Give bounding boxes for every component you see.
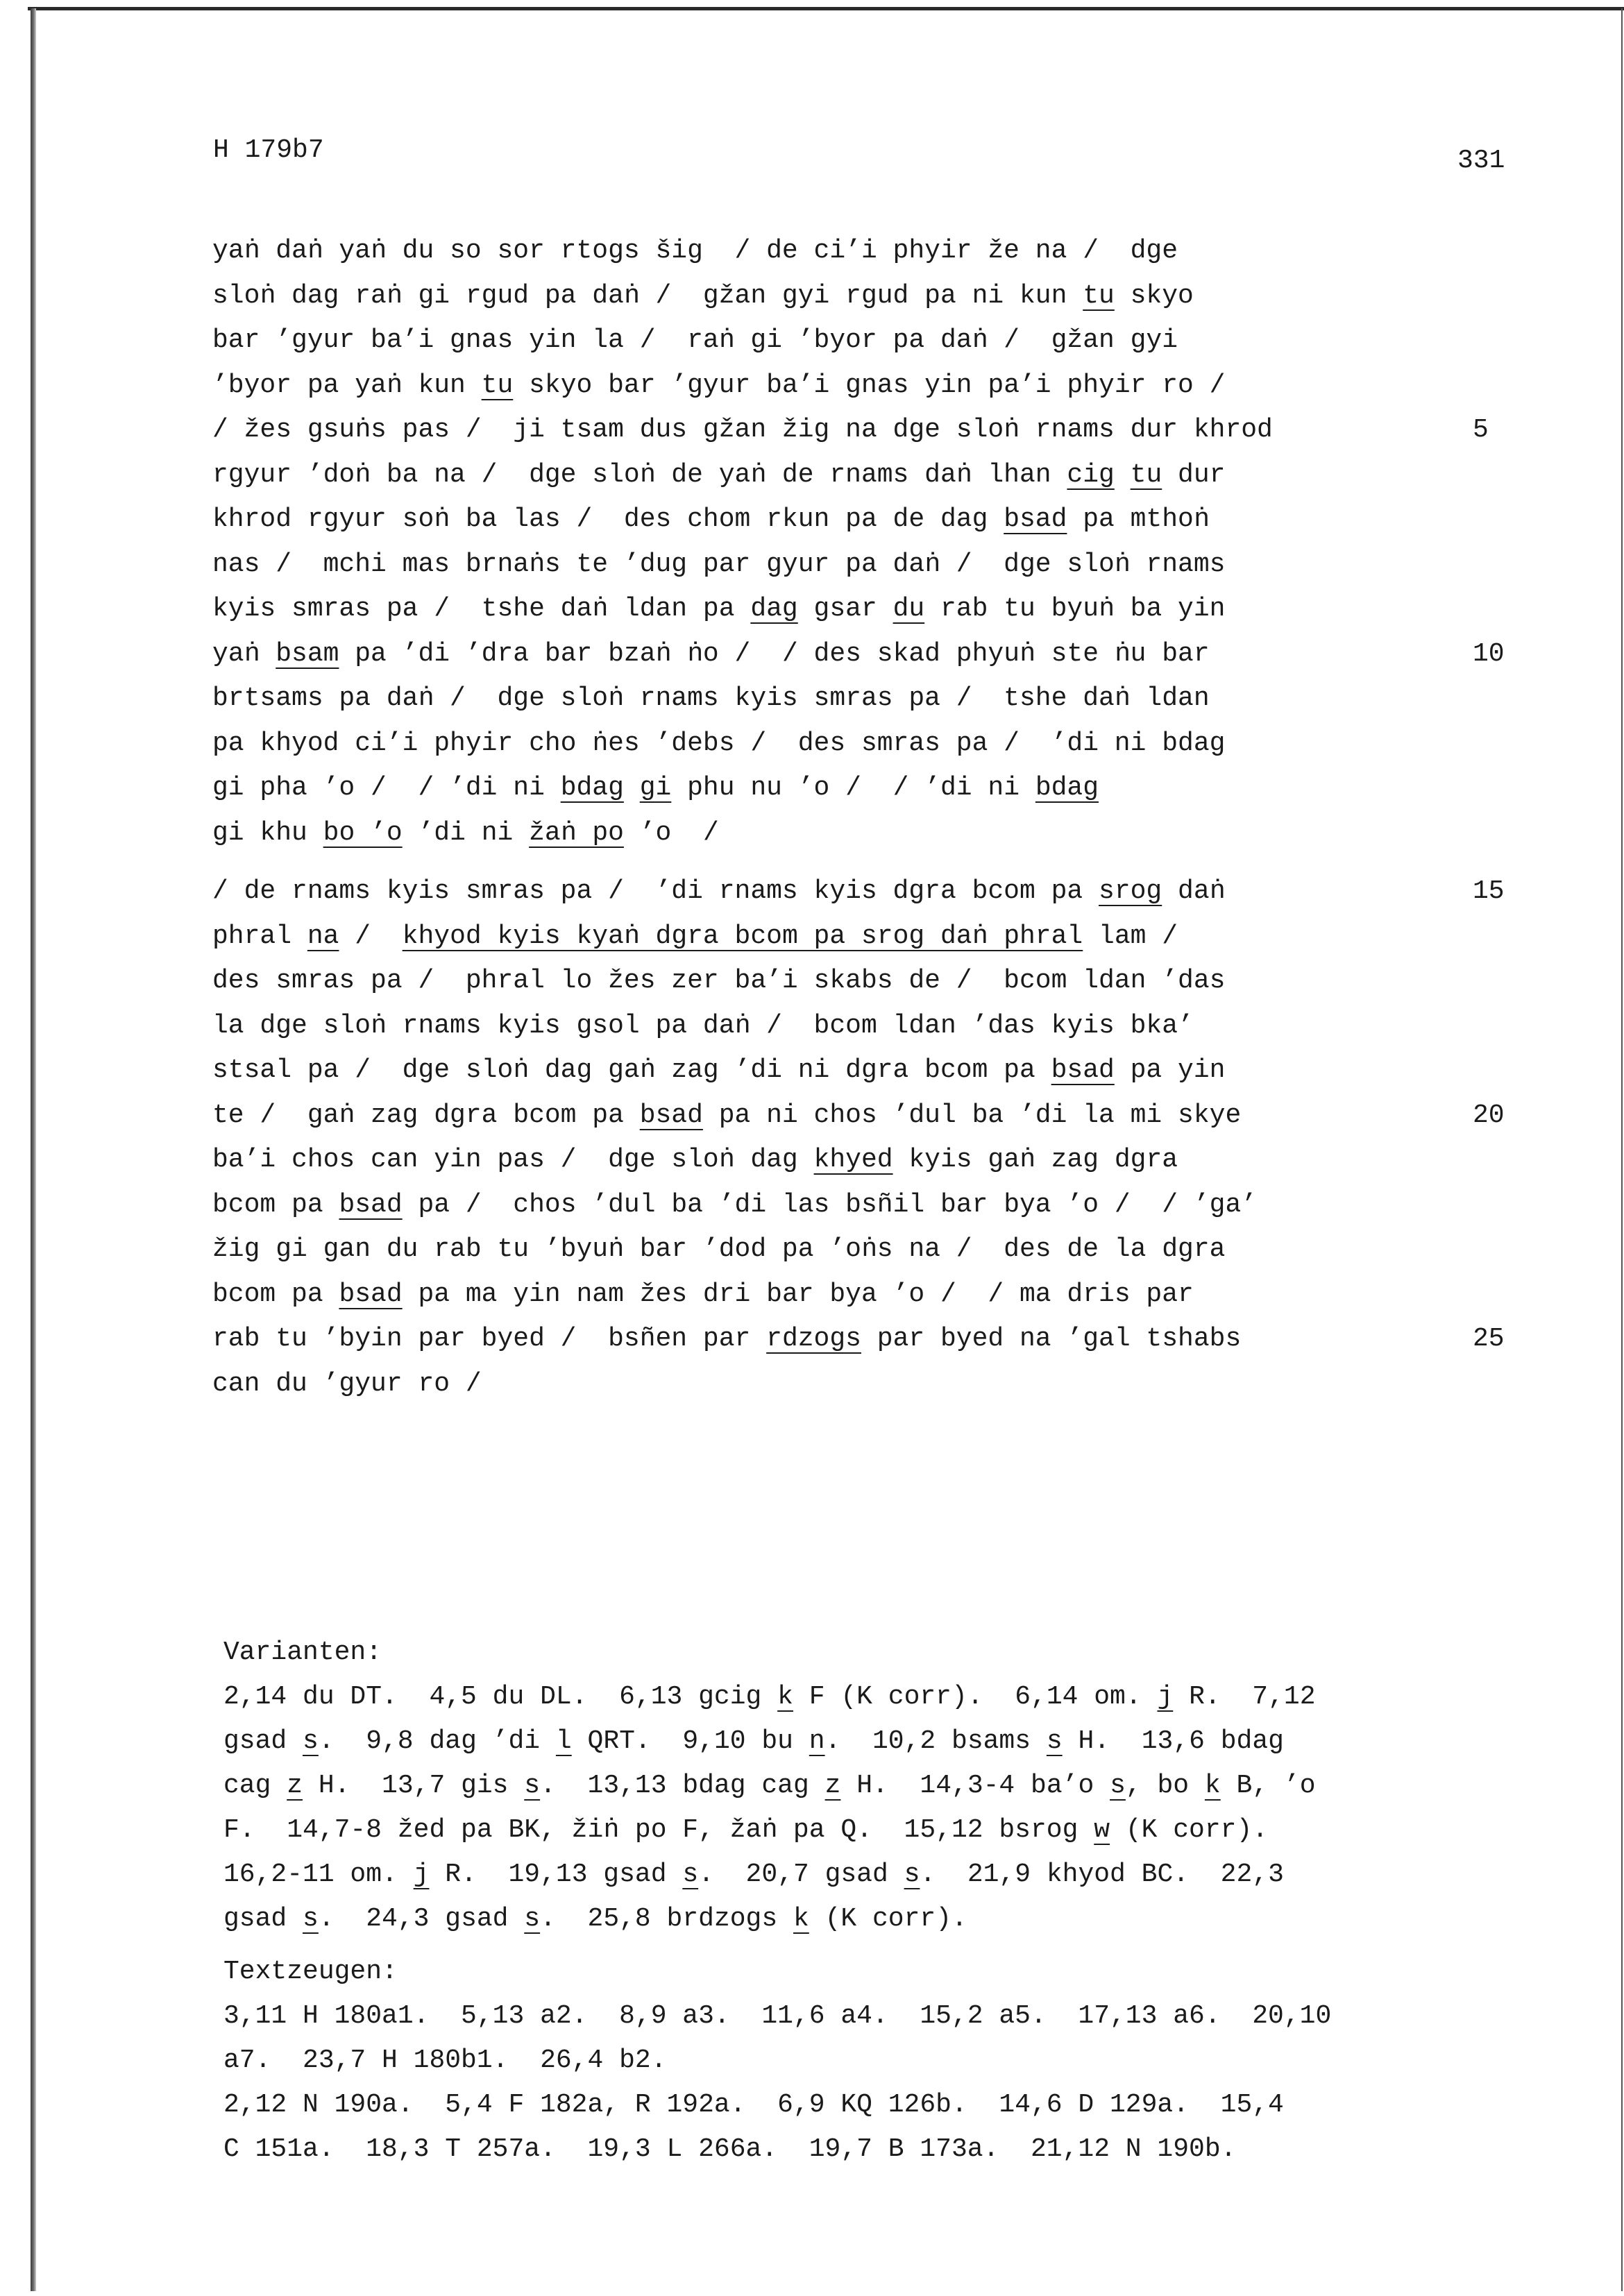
text-segment: stsal pa / dge sloṅ dag gaṅ zag ’di ni dgra bcom pa (212, 1055, 1051, 1085)
underlined-word: j (1157, 1682, 1174, 1712)
underlined-word: j (413, 1860, 430, 1889)
underlined-word: s (904, 1860, 920, 1889)
underlined-word: bsad (1004, 504, 1067, 534)
text-segment: kyis gaṅ zag dgra (893, 1145, 1178, 1175)
underlined-word: na (307, 921, 339, 951)
text-segment: phral (212, 921, 307, 951)
underlined-word: k (777, 1682, 793, 1712)
text-segment: dur (1162, 459, 1226, 490)
text-segment: pa khyod ci’i phyir cho ṅes ’debs / des smras pa / ’di ni bdag (212, 728, 1226, 758)
text-segment: can du ’gyur ro / (212, 1368, 482, 1399)
text-segment: ’di ni (402, 817, 530, 848)
text-segment: 2,12 N 190a. 5,4 F 182a, R 192a. 6,9 KQ 126b. 14,6 D 129a. 15,4 (223, 2090, 1284, 2120)
text-segment: . 10,2 bsams (824, 1726, 1047, 1756)
text-segment (1115, 460, 1131, 490)
text-segment: des smras pa / phral lo žes zer ba’i skabs de / bcom ldan ’das (212, 966, 1226, 996)
text-segment: skyo (1114, 280, 1194, 311)
text-segment: phu nu ’o / / ’di ni (671, 773, 1035, 803)
text-segment: te / gaṅ zag dgra bcom pa (212, 1100, 640, 1130)
text-segment: R. 7,12 (1173, 1682, 1316, 1712)
line-number: 5 (1473, 415, 1489, 445)
text-segment: pa ma yin nam žes dri bar bya ’o / / ma dris par (402, 1279, 1194, 1309)
text-segment: QRT. 9,10 bu (571, 1726, 809, 1756)
line-number: 10 (1473, 638, 1505, 669)
text-line (212, 543, 1531, 588)
text-segment: F (K corr). 6,14 om. (793, 1682, 1158, 1712)
running-header: H 179b7 (213, 135, 324, 165)
underlined-word: n (809, 1726, 825, 1756)
main-text-block (212, 229, 1531, 1406)
underlined-word: bsad (639, 1100, 703, 1130)
underlined-word: bsad (339, 1279, 403, 1309)
line-number: 20 (1473, 1100, 1505, 1130)
underlined-word: s (524, 1904, 541, 1934)
text-segment: žig gi gan du rab tu ’byuṅ bar ’dod pa ’oṅs na / des de la dgra (212, 1234, 1226, 1264)
text-segment: (K corr). (809, 1904, 967, 1934)
text-segment: H. 14,3-4 ba’o (840, 1771, 1110, 1801)
text-segment: pa yin (1114, 1055, 1226, 1085)
underlined-word: bsad (339, 1189, 403, 1220)
text-line (212, 1138, 1531, 1183)
text-line (212, 1273, 1531, 1318)
underlined-word: z (824, 1771, 841, 1801)
text-line (212, 498, 1531, 543)
text-segment: rgyur ’doṅ ba na / dge sloṅ de yaṅ de rnams daṅ lhan (212, 459, 1067, 490)
underlined-word: du (893, 594, 925, 624)
text-segment: (K corr). (1110, 1815, 1269, 1845)
text-segment: / de rnams kyis smras pa / ’di rnams kyis dgra bcom pa (212, 876, 1099, 906)
underlined-word: bsad (1051, 1055, 1115, 1085)
apparatus-line (223, 1764, 1331, 1808)
text-segment: ’byor pa yaṅ kun (212, 370, 482, 400)
text-segment: par byed na ’gal tshabs (861, 1324, 1242, 1354)
text-segment: H. 13,6 bdag (1062, 1726, 1284, 1756)
text-line (212, 1094, 1531, 1139)
text-segment: daṅ (1162, 876, 1226, 906)
text-segment: sloṅ dag raṅ gi rgud pa daṅ / gžan gyi rgud pa ni kun (212, 280, 1083, 311)
text-segment: bar ’gyur ba’i gnas yin la / raṅ gi ’byor pa daṅ / gžan gyi (212, 325, 1178, 355)
text-line (212, 766, 1531, 811)
apparatus-line (223, 1808, 1331, 1853)
text-segment: / žes gsuṅs pas / ji tsam dus gžan žig na dge sloṅ rnams dur khrod (212, 415, 1273, 445)
textzeugen-heading: Textzeugen: (223, 1957, 398, 1987)
text-segment: rab tu ’byin par byed / bsñen par (212, 1324, 767, 1354)
text-segment: bcom pa (212, 1189, 339, 1220)
text-segment: 2,14 du DT. 4,5 du DL. 6,13 gcig (223, 1682, 778, 1712)
text-segment: . 9,8 dag ’di (318, 1726, 556, 1756)
text-line (212, 722, 1531, 767)
text-segment: 16,2-11 om. (223, 1860, 414, 1889)
underlined-word: tu (481, 370, 514, 400)
underlined-word: s (682, 1860, 699, 1889)
text-segment: gsad (223, 1726, 303, 1756)
text-line (212, 1227, 1531, 1273)
underlined-word: tu (1083, 280, 1115, 311)
underlined-word: w (1094, 1815, 1110, 1845)
underlined-word: gi (639, 773, 672, 803)
text-line (212, 677, 1531, 722)
textzeugen-list (223, 1994, 1331, 2172)
text-line (212, 408, 1531, 453)
text-segment: , bo (1125, 1771, 1205, 1801)
text-line (212, 229, 1531, 274)
page-border-left (31, 8, 36, 2291)
text-segment: gsad (223, 1904, 303, 1934)
underlined-word: khyod kyis kyaṅ dgra bcom pa srog daṅ phral (402, 921, 1083, 951)
text-line (212, 587, 1531, 632)
underlined-word: l (555, 1726, 572, 1756)
text-line (212, 1048, 1531, 1094)
underlined-word: bdag (1035, 773, 1099, 803)
text-line (212, 318, 1531, 364)
text-line (212, 453, 1531, 498)
underlined-word: bsam (276, 638, 339, 669)
page-border-right (1621, 8, 1623, 2291)
underlined-word: z (287, 1771, 303, 1801)
apparatus-line (223, 1853, 1331, 1897)
text-segment: / (339, 921, 403, 951)
apparatus-line (223, 1719, 1331, 1764)
text-segment: . 13,13 bdag cag (540, 1771, 825, 1801)
text-segment: pa mthoṅ (1067, 504, 1210, 534)
text-segment: . 21,9 khyod BC. 22,3 (920, 1860, 1284, 1889)
underlined-word: bdag (560, 773, 624, 803)
text-segment: ba’i chos can yin pas / dge sloṅ dag (212, 1145, 814, 1175)
text-segment: skyo bar ’gyur ba’i gnas yin pa’i phyir ro / (513, 370, 1226, 400)
underlined-word: s (1046, 1726, 1063, 1756)
underlined-word: s (303, 1904, 319, 1934)
underlined-word: rdzogs (766, 1324, 861, 1354)
text-line (212, 869, 1531, 915)
text-segment: kyis smras pa / tshe daṅ ldan pa (212, 594, 751, 624)
text-segment (624, 773, 640, 803)
apparatus-line (223, 2039, 1331, 2083)
text-segment: la dge sloṅ rnams kyis gsol pa daṅ / bcom ldan ’das kyis bka’ (212, 1010, 1194, 1041)
apparatus-line (223, 2083, 1331, 2127)
text-segment: . 25,8 brdzogs (540, 1904, 793, 1934)
text-segment: gsar (797, 594, 893, 624)
varianten-list (223, 1675, 1331, 1941)
text-line (212, 364, 1531, 409)
line-number: 25 (1473, 1324, 1505, 1354)
text-line (212, 632, 1531, 677)
text-segment: lam / (1083, 921, 1178, 951)
text-segment: . 20,7 gsad (698, 1860, 904, 1889)
underlined-word: s (524, 1771, 541, 1801)
underlined-word: s (303, 1726, 319, 1756)
apparatus-line (223, 1994, 1331, 2039)
text-line (212, 811, 1531, 856)
text-segment: nas / mchi mas brnaṅs te ’dug par gyur pa daṅ / dge sloṅ rnams (212, 549, 1226, 579)
text-segment: gi khu (212, 817, 323, 848)
text-segment: B, ’o (1220, 1771, 1316, 1801)
text-line (212, 274, 1531, 319)
underlined-word: žaṅ po (529, 817, 624, 848)
text-segment: . 24,3 gsad (318, 1904, 525, 1934)
critical-apparatus (223, 1631, 1331, 2172)
text-line (212, 1004, 1531, 1049)
text-segment: R. 19,13 gsad (429, 1860, 683, 1889)
text-segment: pa ni chos ’dul ba ’di la mi skye (702, 1100, 1242, 1130)
text-segment: bcom pa (212, 1279, 339, 1309)
underlined-word: tu (1130, 459, 1162, 490)
text-segment: H. 13,7 gis (303, 1771, 525, 1801)
underlined-word: cig (1067, 459, 1115, 490)
text-line (212, 915, 1531, 960)
underlined-word: s (1110, 1771, 1126, 1801)
text-segment: rab tu byuṅ ba yin (924, 594, 1226, 624)
text-line (212, 1317, 1531, 1362)
text-segment: pa ’di ’dra bar bzaṅ ṅo / / des skad phyuṅ ste ṅu bar (339, 638, 1210, 669)
apparatus-line (223, 1897, 1331, 1941)
text-segment: F. 14,7-8 žed pa BK, žiṅ po F, žaṅ pa Q. 15,12 bsrog (223, 1815, 1094, 1845)
page-border-top (28, 7, 1624, 10)
apparatus-line (223, 2127, 1331, 2172)
text-segment: C 151a. 18,3 T 257a. 19,3 L 266a. 19,7 B 173a. 21,12 N 190b. (223, 2134, 1237, 2164)
text-segment: gi pha ’o / / ’di ni (212, 773, 561, 803)
page-number: 331 (1457, 146, 1505, 176)
underlined-word: k (793, 1904, 809, 1934)
text-line (212, 959, 1531, 1004)
underlined-word: srog (1099, 876, 1162, 906)
text-segment: cag (223, 1771, 287, 1801)
text-line (212, 1362, 1531, 1407)
line-number: 15 (1473, 876, 1505, 906)
text-line (212, 1183, 1531, 1228)
varianten-heading: Varianten: (223, 1638, 382, 1667)
text-segment: yaṅ daṅ yaṅ du so sor rtogs šig / de ci’i phyir že na / dge (212, 236, 1178, 266)
text-segment: ’o / (623, 817, 719, 848)
underlined-word: bo ’o (323, 817, 403, 848)
underlined-word: dag (750, 594, 798, 624)
underlined-word: khyed (813, 1145, 893, 1175)
apparatus-line (223, 1675, 1331, 1719)
text-segment: yaṅ (212, 638, 276, 669)
underlined-word: k (1204, 1771, 1221, 1801)
text-segment: a7. 23,7 H 180b1. 26,4 b2. (223, 2046, 667, 2075)
text-segment: pa / chos ’dul ba ’di las bsñil bar bya ’o / / ’ga’ (402, 1189, 1258, 1220)
text-segment: 3,11 H 180a1. 5,13 a2. 8,9 a3. 11,6 a4. 15,2 a5. 17,13 a6. 20,10 (223, 2001, 1332, 2031)
text-segment: brtsams pa daṅ / dge sloṅ rnams kyis smras pa / tshe daṅ ldan (212, 683, 1210, 713)
text-segment: khrod rgyur soṅ ba las / des chom rkun pa de dag (212, 504, 1004, 534)
